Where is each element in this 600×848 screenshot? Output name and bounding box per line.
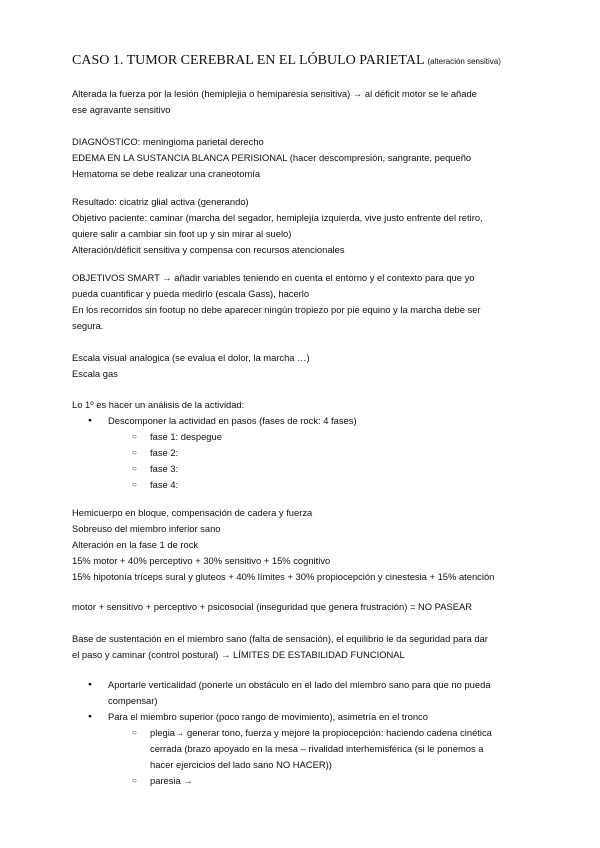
text-line: Alteración/déficit sensitiva y compensa con recursos atencionales <box>72 244 345 255</box>
list-item-text: Para el miembro superior (poco rango de movimiento), asimetría en el tronco <box>108 711 428 722</box>
list-item <box>128 445 532 461</box>
list-item <box>72 677 532 709</box>
text-line: pueda cuantificar y pueda medirlo (escala Gass), hacerlo <box>72 288 310 299</box>
list-item-text: hacer ejercicios del lado sano NO HACER)) <box>150 759 332 770</box>
text-line: EDEMA EN LA SUSTANCIA BLANCA PERISIONAL (hacer descompresión, sangrante, pequeño <box>72 152 472 163</box>
sub-list-fases <box>128 429 532 493</box>
text-line: Base de sustentación en el miembro sano (falta de sensación), el equilibrio le da seguridad para dar <box>72 633 488 644</box>
text-line: el paso y caminar (control postural) → LÍMITES DE ESTABILIDAD FUNCIONAL <box>72 649 405 660</box>
text-line: Lo 1º es hacer un análisis de la actividad: <box>72 399 245 410</box>
paragraph-escalas <box>72 350 532 382</box>
text-line: Sobreuso del miembro inferior sano <box>72 523 221 534</box>
list-item-text: cerrada (brazo apoyado en la mesa – rivalidad interhemisférica (si le ponemos a <box>150 743 484 754</box>
text-line: Escala gas <box>72 368 118 379</box>
text-line: Hematoma se debe realizar una craneotomía <box>72 168 261 179</box>
list-item <box>128 725 532 773</box>
text-line: Resultado: cicatriz glial activa (generando) <box>72 196 249 207</box>
list-item <box>128 429 532 445</box>
list-item-text: fase 4: <box>150 479 179 490</box>
list-item <box>128 461 532 477</box>
list-item-text: fase 2: <box>150 447 179 458</box>
list-item-text: fase 3: <box>150 463 179 474</box>
bullet-list-actividad <box>72 413 532 493</box>
bullet-list-intervencion <box>72 677 532 789</box>
paragraph-analisis <box>72 397 532 413</box>
list-item-text: paresia → <box>150 775 193 786</box>
text-line: Escala visual analogica (se evalua el dolor, la marcha …) <box>72 352 310 363</box>
title-subtitle: (alteración sensitiva) <box>427 57 501 66</box>
document-title <box>72 52 542 71</box>
text-line: quiere salir a cambiar sin foot up y sin mirar al suelo) <box>72 228 292 239</box>
paragraph-diagnostico <box>72 134 532 182</box>
list-item <box>72 709 532 789</box>
text-line: DIAGNÓSTICO: meningioma parietal derecho <box>72 136 264 147</box>
list-item-text: ● Aportarle verticalidad (ponerle un obstáculo en el lado del miembro sano para que no pueda <box>108 679 491 690</box>
list-item-text: compensar) <box>108 695 158 706</box>
text-line: Alteración en la fase 1 de rock <box>72 539 199 550</box>
list-item <box>72 413 532 493</box>
text-line: segura. <box>72 320 104 331</box>
text-line: Objetivo paciente: caminar (marcha del segador, hemiplejía izquierda, vive justo enfrente del retiro, <box>72 212 483 223</box>
paragraph-resultado <box>72 194 532 258</box>
text-line: En los recorridos sin footup no debe aparecer ningún tropiezo por pie equino y la marcha debe ser <box>72 304 481 315</box>
title-main: CASO 1. TUMOR CEREBRAL EN EL LÓBULO PARIETAL <box>72 53 425 68</box>
paragraph-no-pasear <box>72 599 532 615</box>
text-line: ese agravante sensitivo <box>72 104 171 115</box>
paragraph-objetivos-smart <box>72 270 532 334</box>
paragraph-fuerza <box>72 86 532 118</box>
text-line: Hemicuerpo en bloque, compensación de cadera y fuerza <box>72 507 313 518</box>
list-item-text: Descomponer la actividad en pasos (fases de rock: 4 fases) <box>108 415 357 426</box>
paragraph-hemicuerpo <box>72 505 532 585</box>
text-line: motor + sensitivo + perceptivo + psicosocial (inseguridad que genera frustración) = NO PASEAR <box>72 601 473 612</box>
text-line: OBJETIVOS SMART → añadir variables teniendo en cuenta el entorno y el contexto para que yo <box>72 272 475 283</box>
list-item-text: ○ plegia→ generar tono, fuerza y mejore la propiocepción: haciendo cadena cinética <box>150 727 492 738</box>
list-item-text: fase 1: despegue <box>150 431 222 442</box>
list-item <box>128 477 532 493</box>
paragraph-base-sustentacion <box>72 631 532 663</box>
text-line: 15% motor + 40% perceptivo + 30% sensitivo + 15% cognitivo <box>72 555 331 566</box>
list-item <box>128 773 532 789</box>
text-line: 15% hipotonía tríceps sural y gluteos + 40% límites + 30% propiocepción y cinestesia + 15% atención <box>72 571 495 582</box>
text-line: Alterada la fuerza por la lesión (hemiplejia o hemiparesia sensitiva) → al déficit motor se le añade <box>72 88 477 99</box>
sub-list-miembro-superior <box>128 725 532 789</box>
